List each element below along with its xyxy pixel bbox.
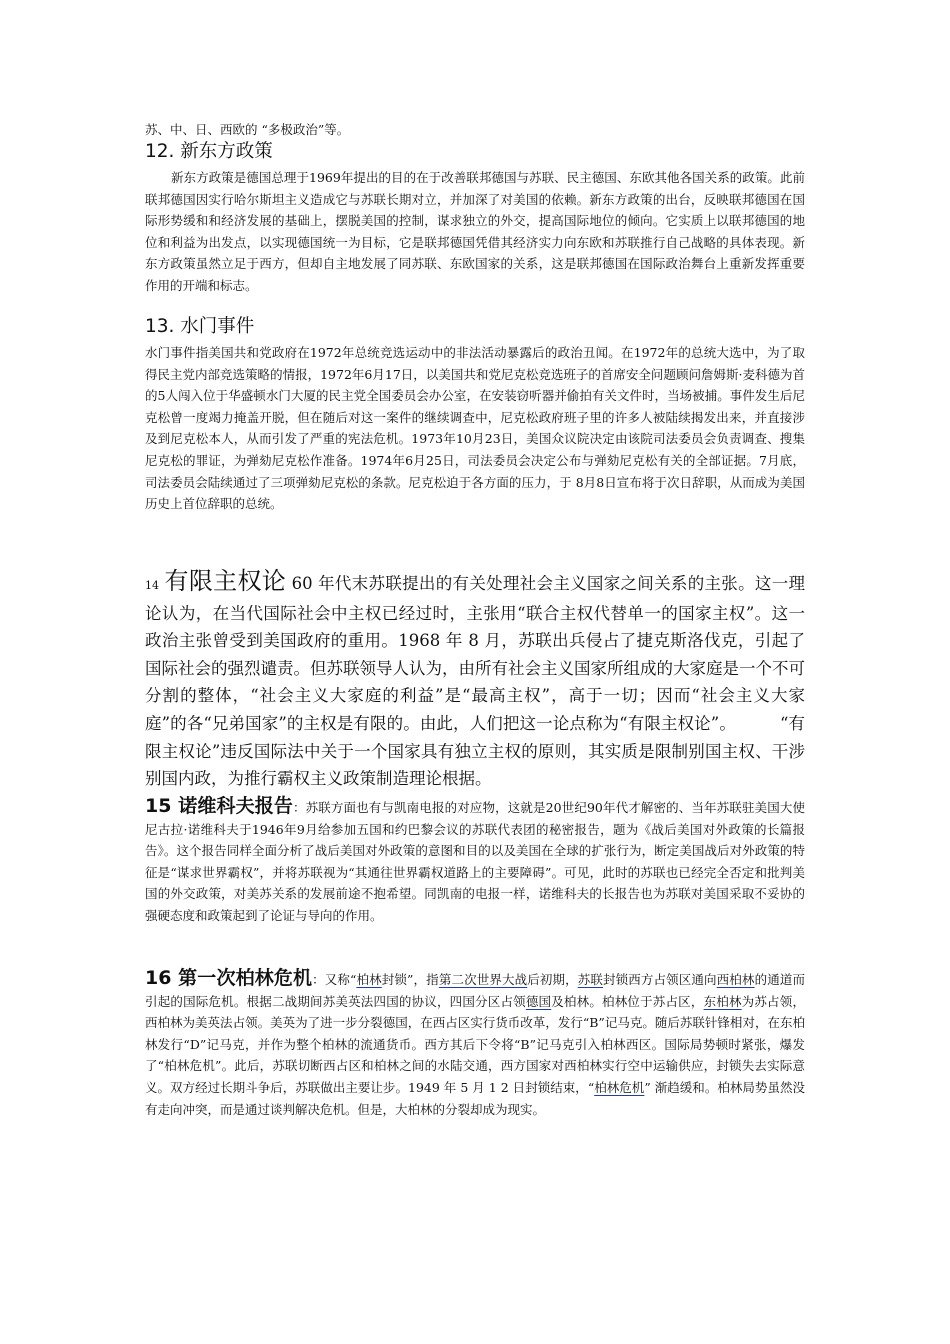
section-14-body-a: 60 年代末苏联提出的有关处理社会主义国家之间关系的主张。这一理论认为，在当代国际社会中主权已经过时，主张用“联合主权代替单一的国家主权”。这一政治主张曾受到美国政府的重用。1968 年 8 月，苏联出兵侵占了捷克斯洛伐克，引起了国际社会的强烈谴责。但苏联领导人认为，由所有社会主义国家所组成的大家庭是一个不可分割的整体，“社会主义大家庭的利益”是“最高主权”，高于一切；因而“社会主义大家庭”的各“兄弟国家”的主权是有限的。由此，人们把这一论点称为“有限主权论”。 [145,574,805,733]
paragraph-12: 新东方政策是德国总理于1969年提出的目的在于改善联邦德国与苏联、民主德国、东欧其他各国关系的政策。此前联邦德国因实行哈尔斯坦主义造成它与苏联长期对立，并加深了对美国的依赖。新东方政策的出台，反映联邦德国在国际形势缓和和经济发展的基础上，摆脱美国的控制，谋求独立的外交，提高国际地位的倾向。它实质上以联邦德国的地位和利益为出发点，以实现德国统一为目标，它是联邦德国凭借其经济实力向东欧和苏联推行自己战略的具体表现。新东方政策虽然立足于西方，但却自主地发展了同苏联、东欧国家的关系，这是联邦德国在国际政治舞台上重新发挥重要作用的开端和标志。 [145,170,805,293]
link-berlin[interactable]: 柏林 [356,972,382,987]
text-run: 的通道而引起的国际危机。根据二战期间苏美英法四国的协议，四国分区占领 [145,972,805,1009]
text-run: 又称“ [324,972,357,987]
text-run: 及柏林。柏林位于苏占区， [551,993,704,1009]
heading-15: 15 诺维科夫报告 [145,795,293,817]
section-16-sep: ： [312,972,325,987]
section-14 [145,568,805,793]
text-run: ” 渐趋缓和。柏林局势虽然没有走向冲突，而是通过谈判解决危机。但是，大柏林的分裂却成为现实。 [145,1079,805,1117]
heading-12: 12. 新东方政策 [145,141,273,162]
link-ww2[interactable]: 第二次世界大战 [438,972,528,987]
section-14-number: 14 [145,579,159,592]
section-15-sep: ： [292,800,306,815]
section-16 [145,968,805,1120]
text-run: 为苏占领，西柏林为美英法占领。美英为了进一步分裂德国，在西占区实行货币改革，发行“B”记马克。随后苏联针锋相对，在东柏林发行“D”记马克，并作为整个柏林的流通货币。西方其后下令将“B”记马克引入柏林西区。国际局势顿时紧张，爆发了“柏林危机”。此后，苏联切断西占区和柏林之间的水陆交通，西方国家对西柏林实行空中运输供应，封锁失去实际意义。双方经过长期斗争后，苏联做出主要让步。1949 年 5 月 1 2 日封锁结束，“ [145,993,805,1095]
text-run: 后初期， [527,972,578,987]
section-15 [145,796,805,927]
link-west-berlin[interactable]: 西柏林 [716,972,755,987]
link-ussr[interactable]: 苏联 [577,972,604,987]
heading-16: 16 第一次柏林危机 [145,967,313,989]
paragraph-15: 苏联方面也有与凯南电报的对应物，这就是20世纪90年代才解密的、当年苏联驻美国大使尼古拉·诺维科夫于1946年9月给参加五国和约巴黎会议的苏联代表团的秘密报告，题为《战后美国对外政策的长篇报告》。这个报告同样全面分析了战后美国对外政策的意图和目的以及美国在全球的扩张行为，断定美国战后对外政策的特征是“谋求世界霸权”，并将苏联视为“其通往世界霸权道路上的主要障碍”。可见，此时的苏联也已经完全否定和批判美国的外交政策，对美苏关系的发展前途不抱希望。同凯南的电报一样，诺维科夫的长报告也为苏联对美国采取不妥协的强硬态度和政策起到了论证与导向的作用。 [145,800,805,923]
heading-13: 13. 水门事件 [145,316,255,337]
text-run: 封锁西方占领区通向 [603,972,717,987]
top-line: 苏、中、日、西欧的 “多极政治”等。 [145,122,350,137]
link-berlin-crisis[interactable]: 柏林危机 [594,1079,645,1095]
text-run: 封锁”，指 [381,972,439,987]
section-14-title: 有限主权论 [164,567,287,595]
link-germany[interactable]: 德国 [525,993,552,1009]
paragraph-13: 水门事件指美国共和党政府在1972年总统竞选运动中的非法活动暴露后的政治丑闻。在1972年的总统大选中，为了取得民主党内部竞选策略的情报，1972年6月17日，以美国共和党尼克松竞选班子的首席安全问题顾问詹姆斯·麦科德为首的5人闯入位于华盛顿水门大厦的民主党全国委员会办公室，在安装窃听器并偷拍有关文件时，当场被捕。事件发生后尼克松曾一度竭力掩盖开脱，但在随后对这一案件的继续调查中，尼克松政府班子里的许多人被陆续揭发出来，并直接涉及到尼克松本人，从而引发了严重的宪法危机。1973年10月23日，美国众议院决定由该院司法委员会负责调查、搜集尼克松的罪证，为弹劾尼克松作准备。1974年6月25日，司法委员会决定公布与弹劾尼克松有关的全部证据。7月底，司法委员会陆续通过了三项弹劾尼克松的条款。尼克松迫于各方面的压力，于 8月8日宣布将于次日辞职，从而成为美国历史上首位辞职的总统。 [145,345,805,512]
link-east-berlin[interactable]: 东柏林 [703,993,742,1009]
section-14-body-b: “有限主权论”违反国际法中关于一个国家具有独立主权的原则，其实质是限制别国主权、干涉别国内政，为推行霸权主义政策制造理论根据。 [145,713,806,789]
